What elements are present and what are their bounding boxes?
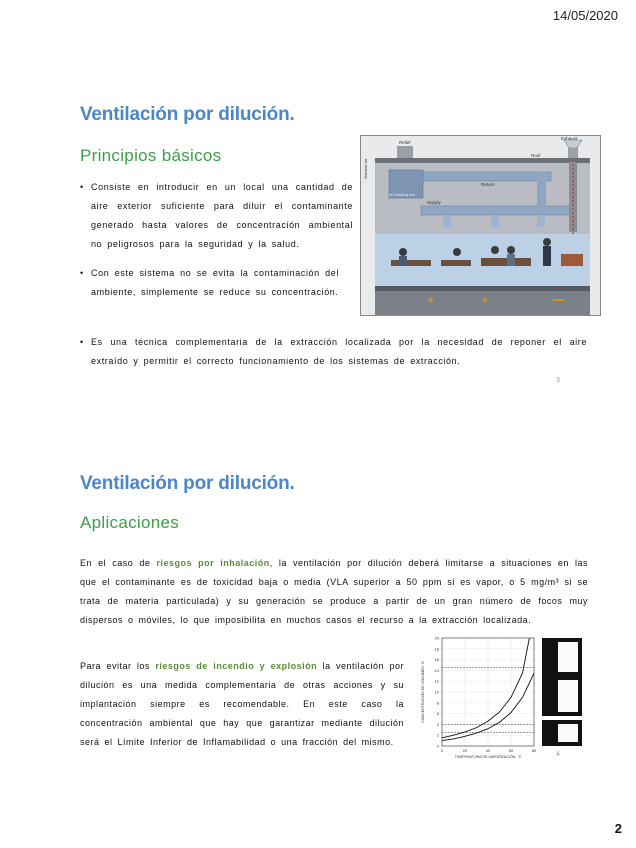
x-tick-label: 80 xyxy=(531,748,537,753)
slide2-subtitle: Aplicaciones xyxy=(80,513,180,532)
building-svg xyxy=(361,136,600,315)
label-relief: Relief xyxy=(399,140,411,145)
y-tick-label: 20 xyxy=(434,635,439,641)
bullet-3-text: Es una técnica complementaria de la extracción localizada por la necesidad de reponer el aire extraído y permitir el correcto funcionamiento de los sistemas de extracción. xyxy=(91,337,587,366)
series-line-1 xyxy=(442,638,529,738)
page-number: 2 xyxy=(614,821,622,836)
chart-svg xyxy=(418,632,586,764)
bullet-1-text: Consiste en introducir en un local una cantidad de aire exterior suficiente para diluir el contaminante generado hasta valores de concentración ambiental no peligrosos para la seguridad y la salud. xyxy=(91,182,353,249)
label-outdoor-air: Outdoor Air xyxy=(363,158,368,179)
y-tick-label: 2 xyxy=(436,732,439,738)
bullet-1 xyxy=(80,178,353,254)
flammability-chart xyxy=(418,632,586,764)
bullet-dot: • xyxy=(80,268,84,278)
slide2-number: 4 xyxy=(556,751,560,758)
y-axis-label: CONCENTRACIÓN EN VOLUMEN, % xyxy=(421,661,425,723)
label-roof: Roof xyxy=(531,153,541,158)
x-tick-label: 20 xyxy=(462,748,468,753)
legend-panel-inner-2 xyxy=(558,680,578,712)
legend-panel-inner-1 xyxy=(558,642,578,672)
bullet-dot: • xyxy=(80,182,84,192)
y-tick-label: 18 xyxy=(434,646,439,652)
y-tick-label: 10 xyxy=(434,689,439,695)
para1-text-b: , la ventilación por dilución deberá limitarse a situaciones en las que el contaminante es de toxicidad baja o media (VLA superior a 50 ppm si es vapor, o 5 mg/m³ si se trata de materia particulada) y su generación se produce a partir de un gran número de focos muy dispersos o móviles, lo que imposibilita en muchos casos el recurso a la extracción localizada. xyxy=(80,558,588,625)
para2-text-b: la ventilación por dilución es una medida complementaria de otras acciones y su implantación siempre es recomendable. En este caso la concentración ambiental que hay que garantizar mediante dilución será el Límite Inferior de Inflamabilidad o una fracción del mismo. xyxy=(80,661,404,747)
legend-panel-inner-3 xyxy=(558,724,578,742)
bullet-2 xyxy=(80,264,339,302)
x-axis-label: TEMPERATURA DE VAPORIZACIÓN, °C xyxy=(454,755,522,759)
paragraph-fire-explosion xyxy=(80,657,404,752)
y-tick-label: 14 xyxy=(434,667,439,673)
slide1-title: Ventilación por dilución. xyxy=(80,104,295,125)
y-tick-label: 16 xyxy=(434,657,439,663)
slide2-title: Ventilación por dilución. xyxy=(80,473,295,494)
bullet-3 xyxy=(80,333,587,371)
para1-text-a: En el caso de xyxy=(80,558,157,568)
label-supply: Supply xyxy=(427,200,441,205)
label-return: Return xyxy=(481,182,495,187)
slide1-number: 3 xyxy=(556,377,560,384)
y-tick-label: 8 xyxy=(436,700,439,706)
x-tick-label: 0 xyxy=(440,748,444,753)
y-tick-label: 6 xyxy=(436,711,439,717)
ventilation-building-illustration xyxy=(360,135,601,316)
para2-text-a: Para evitar los xyxy=(80,661,156,671)
y-tick-label: 0 xyxy=(436,743,439,749)
y-tick-label: 4 xyxy=(436,721,439,727)
y-tick-label: 12 xyxy=(434,678,439,684)
x-tick-label: 40 xyxy=(485,748,491,753)
para1-highlight: riesgos por inhalación xyxy=(156,558,270,568)
bullet-dot: • xyxy=(80,337,84,347)
label-air-handling: Air handling unit xyxy=(389,193,415,197)
label-exhaust: Exhaust xyxy=(561,136,578,141)
slide1-subtitle: Principios básicos xyxy=(80,146,222,165)
x-tick-label: 60 xyxy=(508,748,514,753)
para2-highlight: riesgos de incendio y explosión xyxy=(155,661,318,671)
paragraph-inhalation xyxy=(80,554,588,630)
date: 14/05/2020 xyxy=(552,8,618,23)
bullet-2-text: Con este sistema no se evita la contaminación del ambiente, simplemente se reduce su concentración. xyxy=(91,268,339,297)
